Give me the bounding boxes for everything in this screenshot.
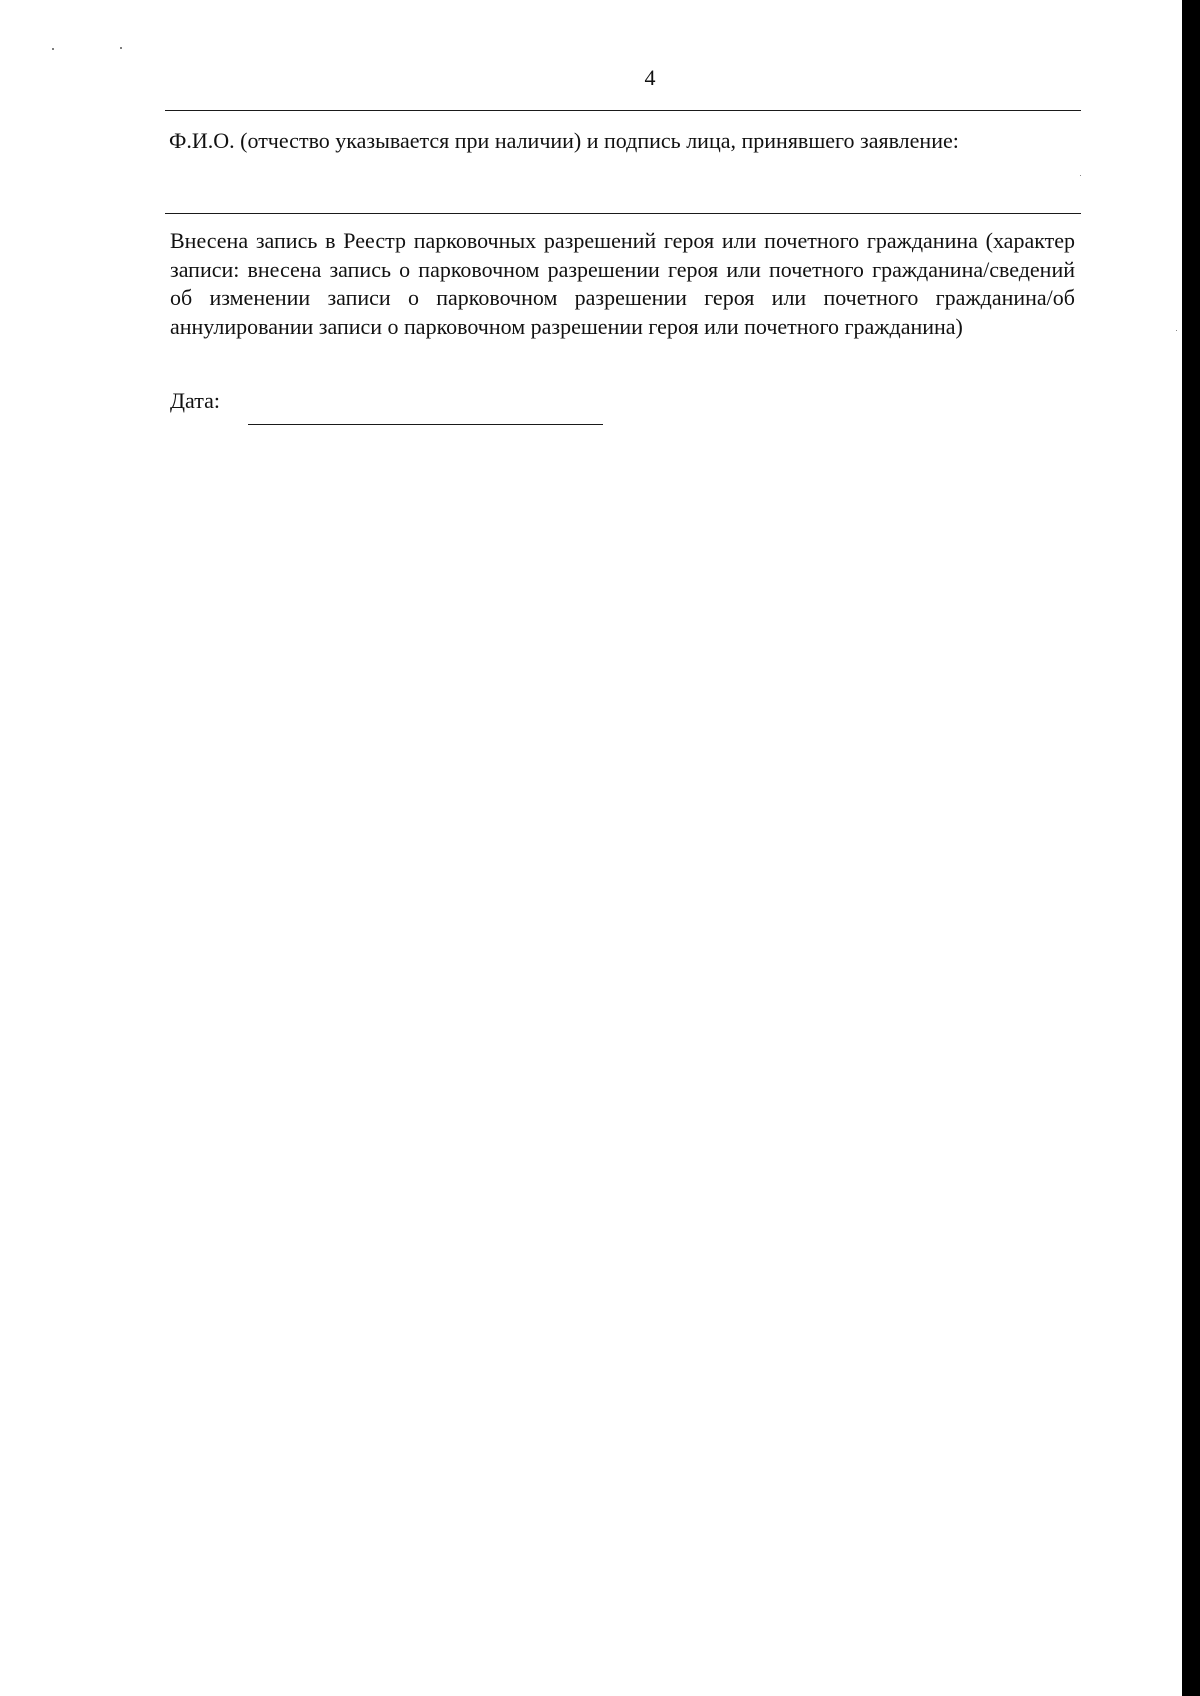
page-number: 4: [644, 65, 656, 90]
scan-speck: [1176, 330, 1177, 331]
scan-speck: [120, 47, 122, 49]
scan-speck: [52, 48, 54, 50]
signature-rule: [165, 213, 1081, 214]
date-field-line: [248, 424, 603, 425]
scan-speck: [1080, 175, 1081, 176]
date-label: Дата:: [170, 388, 220, 413]
fio-signature-label: Ф.И.О. (отчество указывается при наличии) и подпись лица, принявшего заявление:: [169, 128, 959, 153]
scan-border: [1182, 0, 1200, 1696]
registry-record-paragraph: Внесена запись в Реестр парковочных разрешений героя или почетного гражданина (характер записи: внесена запись о парковочном разрешении героя или почетного гражданина/сведений об изменении записи о парковочном разрешении героя или почетного гражданина/об аннулировании записи о парковочном разрешении героя или почетного гражданина): [170, 228, 1075, 339]
top-rule: [165, 110, 1081, 111]
